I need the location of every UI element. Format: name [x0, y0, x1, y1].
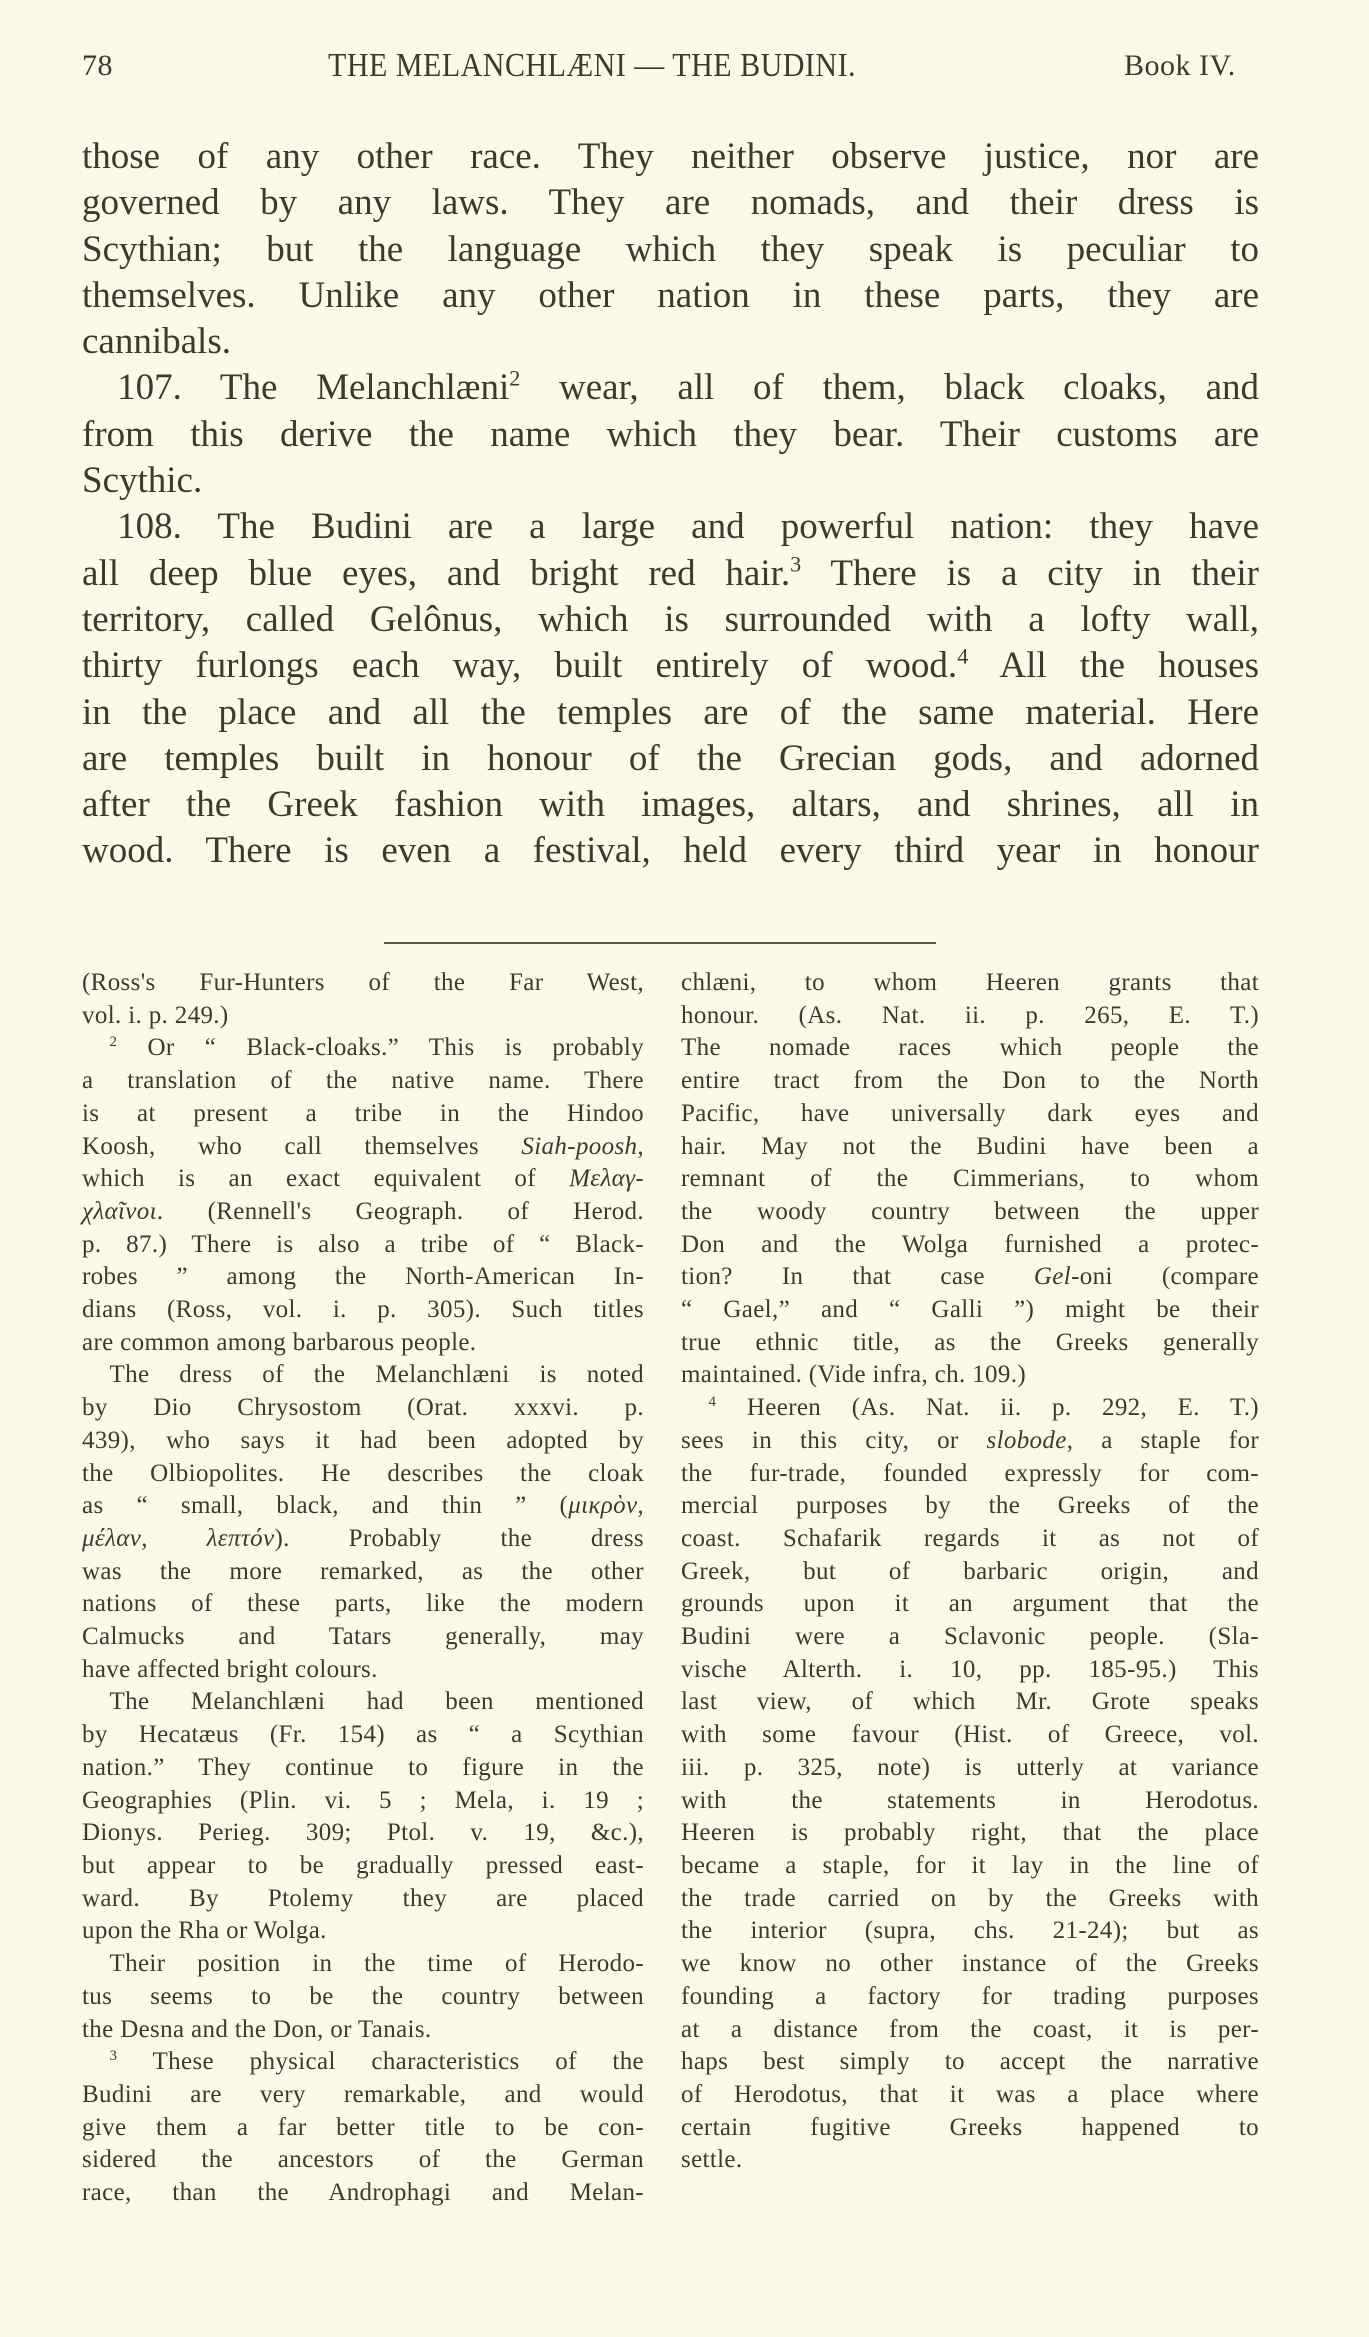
- text-line: The Melanchlæni had been mentioned: [109, 1688, 644, 1716]
- text-line: dians (Ross, vol. i. p. 305). Such titles: [82, 1296, 644, 1324]
- text-line: last view, of which Mr. Grote speaks: [681, 1688, 1259, 1716]
- text-segment: Or “ Black-cloaks.” This is probably: [117, 1034, 644, 1062]
- footnote-marker: 2: [109, 1034, 118, 1051]
- text-line: governed by any laws. They are nomads, and their dress is: [82, 182, 1259, 224]
- text-line: [82, 1032, 644, 1065]
- text-segment: , a staple for: [1066, 1426, 1259, 1454]
- text-line: ward. By Ptolemy they are placed: [82, 1884, 644, 1912]
- italic-text: Siah-poosh: [521, 1132, 638, 1160]
- text-segment: All the houses: [968, 645, 1259, 687]
- text-segment: all deep blue eyes, and bright red hair.: [82, 552, 791, 594]
- text-segment: thirty furlongs each way, built entirely of wood.: [82, 645, 958, 687]
- text-segment: tion? In that case: [681, 1263, 1034, 1291]
- text-line: Dionys. Perieg. 309; Ptol. v. 19, &c.),: [82, 1819, 644, 1847]
- text-segment: Koosh, who call themselves: [82, 1132, 522, 1160]
- text-line: upon the Rha or Wolga.: [82, 1917, 327, 1945]
- text-line: the woody country between the upper: [681, 1197, 1259, 1225]
- text-line: we know no other instance of the Greeks: [681, 1950, 1259, 1978]
- text-line: [82, 1131, 644, 1164]
- text-line: sidered the ancestors of the German: [82, 2146, 644, 2174]
- text-line: was the more remarked, as the other: [82, 1557, 644, 1585]
- text-line: chlæni, to whom Heeren grants that: [681, 969, 1259, 996]
- text-line: vol. i. p. 249.): [82, 1001, 229, 1029]
- text-line: with the statements in Herodotus.: [681, 1786, 1259, 1814]
- text-line: of Herodotus, that it was a place where: [681, 2080, 1259, 2108]
- text-line: with some favour (Hist. of Greece, vol.: [681, 1721, 1259, 1749]
- text-line: [82, 1490, 644, 1523]
- text-line: from this derive the name which they bear. Their customs are: [82, 413, 1259, 455]
- italic-text: Gel: [1033, 1263, 1072, 1291]
- text-line: haps best simply to accept the narrative: [681, 2048, 1259, 2076]
- italic-text: χλαῖνοι: [82, 1197, 157, 1225]
- text-line: the fur-trade, founded expressly for com-: [681, 1459, 1259, 1487]
- text-line: remnant of the Cimmerians, to whom: [681, 1165, 1259, 1193]
- text-line: robes ” among the North-American In-: [82, 1263, 644, 1291]
- text-line: race, than the Androphagi and Melan-: [82, 2179, 644, 2207]
- text-line: The nomade races which people the: [681, 1034, 1259, 1062]
- text-line: maintained. (Vide infra, ch. 109.): [681, 1361, 1027, 1389]
- text-line: became a staple, for it lay in the line of: [681, 1851, 1259, 1879]
- footnote-marker: 3: [109, 2048, 118, 2065]
- footnotes-right-column: [681, 967, 1259, 2177]
- text-line: [82, 643, 1259, 689]
- text-line: territory, called Gelônus, which is surrounded with a lofty wall,: [82, 598, 1259, 640]
- text-segment: -oni (compare: [1071, 1263, 1259, 1291]
- text-segment: ,: [637, 1132, 644, 1160]
- text-line: have affected bright colours.: [82, 1655, 378, 1683]
- italic-text: μέλαν, λεπτόν: [82, 1524, 275, 1552]
- text-line: but appear to be gradually pressed east-: [82, 1851, 644, 1879]
- footnotes-left-column: [82, 967, 644, 2210]
- text-line: themselves. Unlike any other nation in these parts, they are: [82, 274, 1259, 316]
- text-line: mercial purposes by the Greeks of the: [681, 1492, 1259, 1520]
- text-line: the Desna and the Don, or Tanais.: [82, 2015, 432, 2043]
- text-segment: wear, all of them, black cloaks, and: [520, 367, 1259, 409]
- text-line: by Dio Chrysostom (Orat. xxxvi. p.: [82, 1394, 644, 1422]
- text-segment: . (Rennell's Geograph. of Herod.: [156, 1197, 644, 1225]
- text-line: certain fugitive Greeks happened to: [681, 2113, 1259, 2141]
- text-line: Calmucks and Tatars generally, may: [82, 1623, 644, 1651]
- text-line: Greek, but of barbaric origin, and: [681, 1557, 1259, 1585]
- text-line: Budini are very remarkable, and would: [82, 2080, 644, 2108]
- footnote-marker: 2: [509, 366, 521, 392]
- text-line: at a distance from the coast, it is per-: [681, 2015, 1259, 2043]
- text-line: Pacific, have universally dark eyes and: [681, 1099, 1259, 1127]
- text-line: settle.: [681, 2146, 743, 2174]
- text-line: [82, 1523, 644, 1556]
- text-line: “ Gael,” and “ Galli ”) might be their: [681, 1296, 1259, 1324]
- text-line: [82, 1196, 644, 1229]
- footnote-marker: 3: [790, 551, 802, 577]
- text-line: by Hecatæus (Fr. 154) as “ a Scythian: [82, 1721, 644, 1749]
- text-line: tus seems to be the country between: [82, 1982, 644, 2010]
- text-line: in the place and all the temples are of the same material. Here: [82, 691, 1259, 733]
- text-line: [82, 2046, 644, 2079]
- text-line: Heeren is probably right, that the place: [681, 1819, 1259, 1847]
- text-line: [681, 1261, 1259, 1294]
- text-segment: ). Probably the dress: [274, 1524, 644, 1552]
- text-segment: These physical characteristics of the: [117, 2048, 644, 2076]
- text-segment: sees in this city, or: [681, 1426, 987, 1454]
- text-segment: 107. The Melanchlæni: [117, 367, 510, 409]
- text-line: coast. Schafarik regards it as not of: [681, 1524, 1259, 1552]
- text-line: 439), who says it had been adopted by: [82, 1426, 644, 1454]
- text-line: those of any other race. They neither observe justice, nor are: [82, 136, 1259, 177]
- page-number: 78: [82, 49, 113, 82]
- text-line: nation.” They continue to figure in the: [82, 1753, 644, 1781]
- text-line: grounds upon it an argument that the: [681, 1590, 1259, 1618]
- italic-text: slobode: [986, 1426, 1067, 1454]
- text-line: after the Greek fashion with images, altars, and shrines, all in: [82, 784, 1259, 826]
- text-line: founding a factory for trading purposes: [681, 1982, 1259, 2010]
- text-line: Scythic.: [82, 460, 203, 502]
- text-line: [681, 1392, 1259, 1425]
- text-line: wood. There is even a festival, held every third year in honour: [82, 830, 1259, 872]
- text-line: honour. (As. Nat. ii. p. 265, E. T.): [681, 1001, 1259, 1029]
- text-line: give them a far better title to be con-: [82, 2113, 644, 2141]
- footnote-divider: [384, 942, 936, 944]
- text-line: Budini were a Sclavonic people. (Sla-: [681, 1623, 1259, 1651]
- text-segment: as “ small, black, and thin ” (: [82, 1492, 569, 1520]
- footnote-marker: 4: [957, 643, 969, 669]
- text-line: iii. p. 325, note) is utterly at variance: [681, 1753, 1259, 1781]
- text-line: entire tract from the Don to the North: [681, 1067, 1259, 1095]
- text-line: 108. The Budini are a large and powerful nation: they have: [117, 506, 1259, 548]
- text-line: vische Alterth. i. 10, pp. 185-95.) This: [681, 1655, 1259, 1683]
- text-line: are common among barbarous people.: [82, 1328, 477, 1356]
- italic-text: μικρὸν,: [568, 1492, 644, 1520]
- text-line: is at present a tribe in the Hindoo: [82, 1099, 644, 1127]
- text-line: a translation of the native name. There: [82, 1067, 644, 1095]
- text-line: the Olbiopolites. He describes the cloak: [82, 1459, 644, 1487]
- text-line: cannibals.: [82, 321, 231, 363]
- text-line: [681, 1425, 1259, 1458]
- text-segment: Heeren (As. Nat. ii. p. 292, E. T.): [716, 1394, 1259, 1422]
- footnote-marker: 4: [708, 1394, 717, 1411]
- text-line: (Ross's Fur-Hunters of the Far West,: [82, 969, 644, 996]
- text-line: [82, 551, 1259, 597]
- text-line: hair. May not the Budini have been a: [681, 1132, 1259, 1160]
- text-line: Their position in the time of Herodo-: [109, 1950, 644, 1978]
- book-label: Book IV.: [1124, 49, 1236, 82]
- italic-text: Μελαγ-: [569, 1165, 644, 1193]
- text-line: Don and the Wolga furnished a protec-: [681, 1230, 1259, 1258]
- text-line: Geographies (Plin. vi. 5 ; Mela, i. 19 ;: [82, 1786, 644, 1814]
- text-line: p. 87.) There is also a tribe of “ Black-: [82, 1230, 644, 1258]
- text-segment: There is a city in their: [801, 552, 1259, 594]
- text-line: [82, 1163, 644, 1196]
- main-text: [82, 134, 1259, 875]
- text-line: the interior (supra, chs. 21-24); but as: [681, 1917, 1259, 1945]
- text-segment: which is an exact equivalent of: [82, 1165, 570, 1193]
- text-line: The dress of the Melanchlæni is noted: [109, 1361, 644, 1389]
- text-line: nations of these parts, like the modern: [82, 1590, 644, 1618]
- text-line: Scythian; but the language which they speak is peculiar to: [82, 228, 1259, 270]
- text-line: true ethnic title, as the Greeks generally: [681, 1328, 1259, 1356]
- text-line: the trade carried on by the Greeks with: [681, 1884, 1259, 1912]
- text-line: [82, 365, 1259, 411]
- text-line: are temples built in honour of the Grecian gods, and adorned: [82, 737, 1259, 779]
- running-title: THE MELANCHLÆNI — THE BUDINI.: [328, 46, 857, 84]
